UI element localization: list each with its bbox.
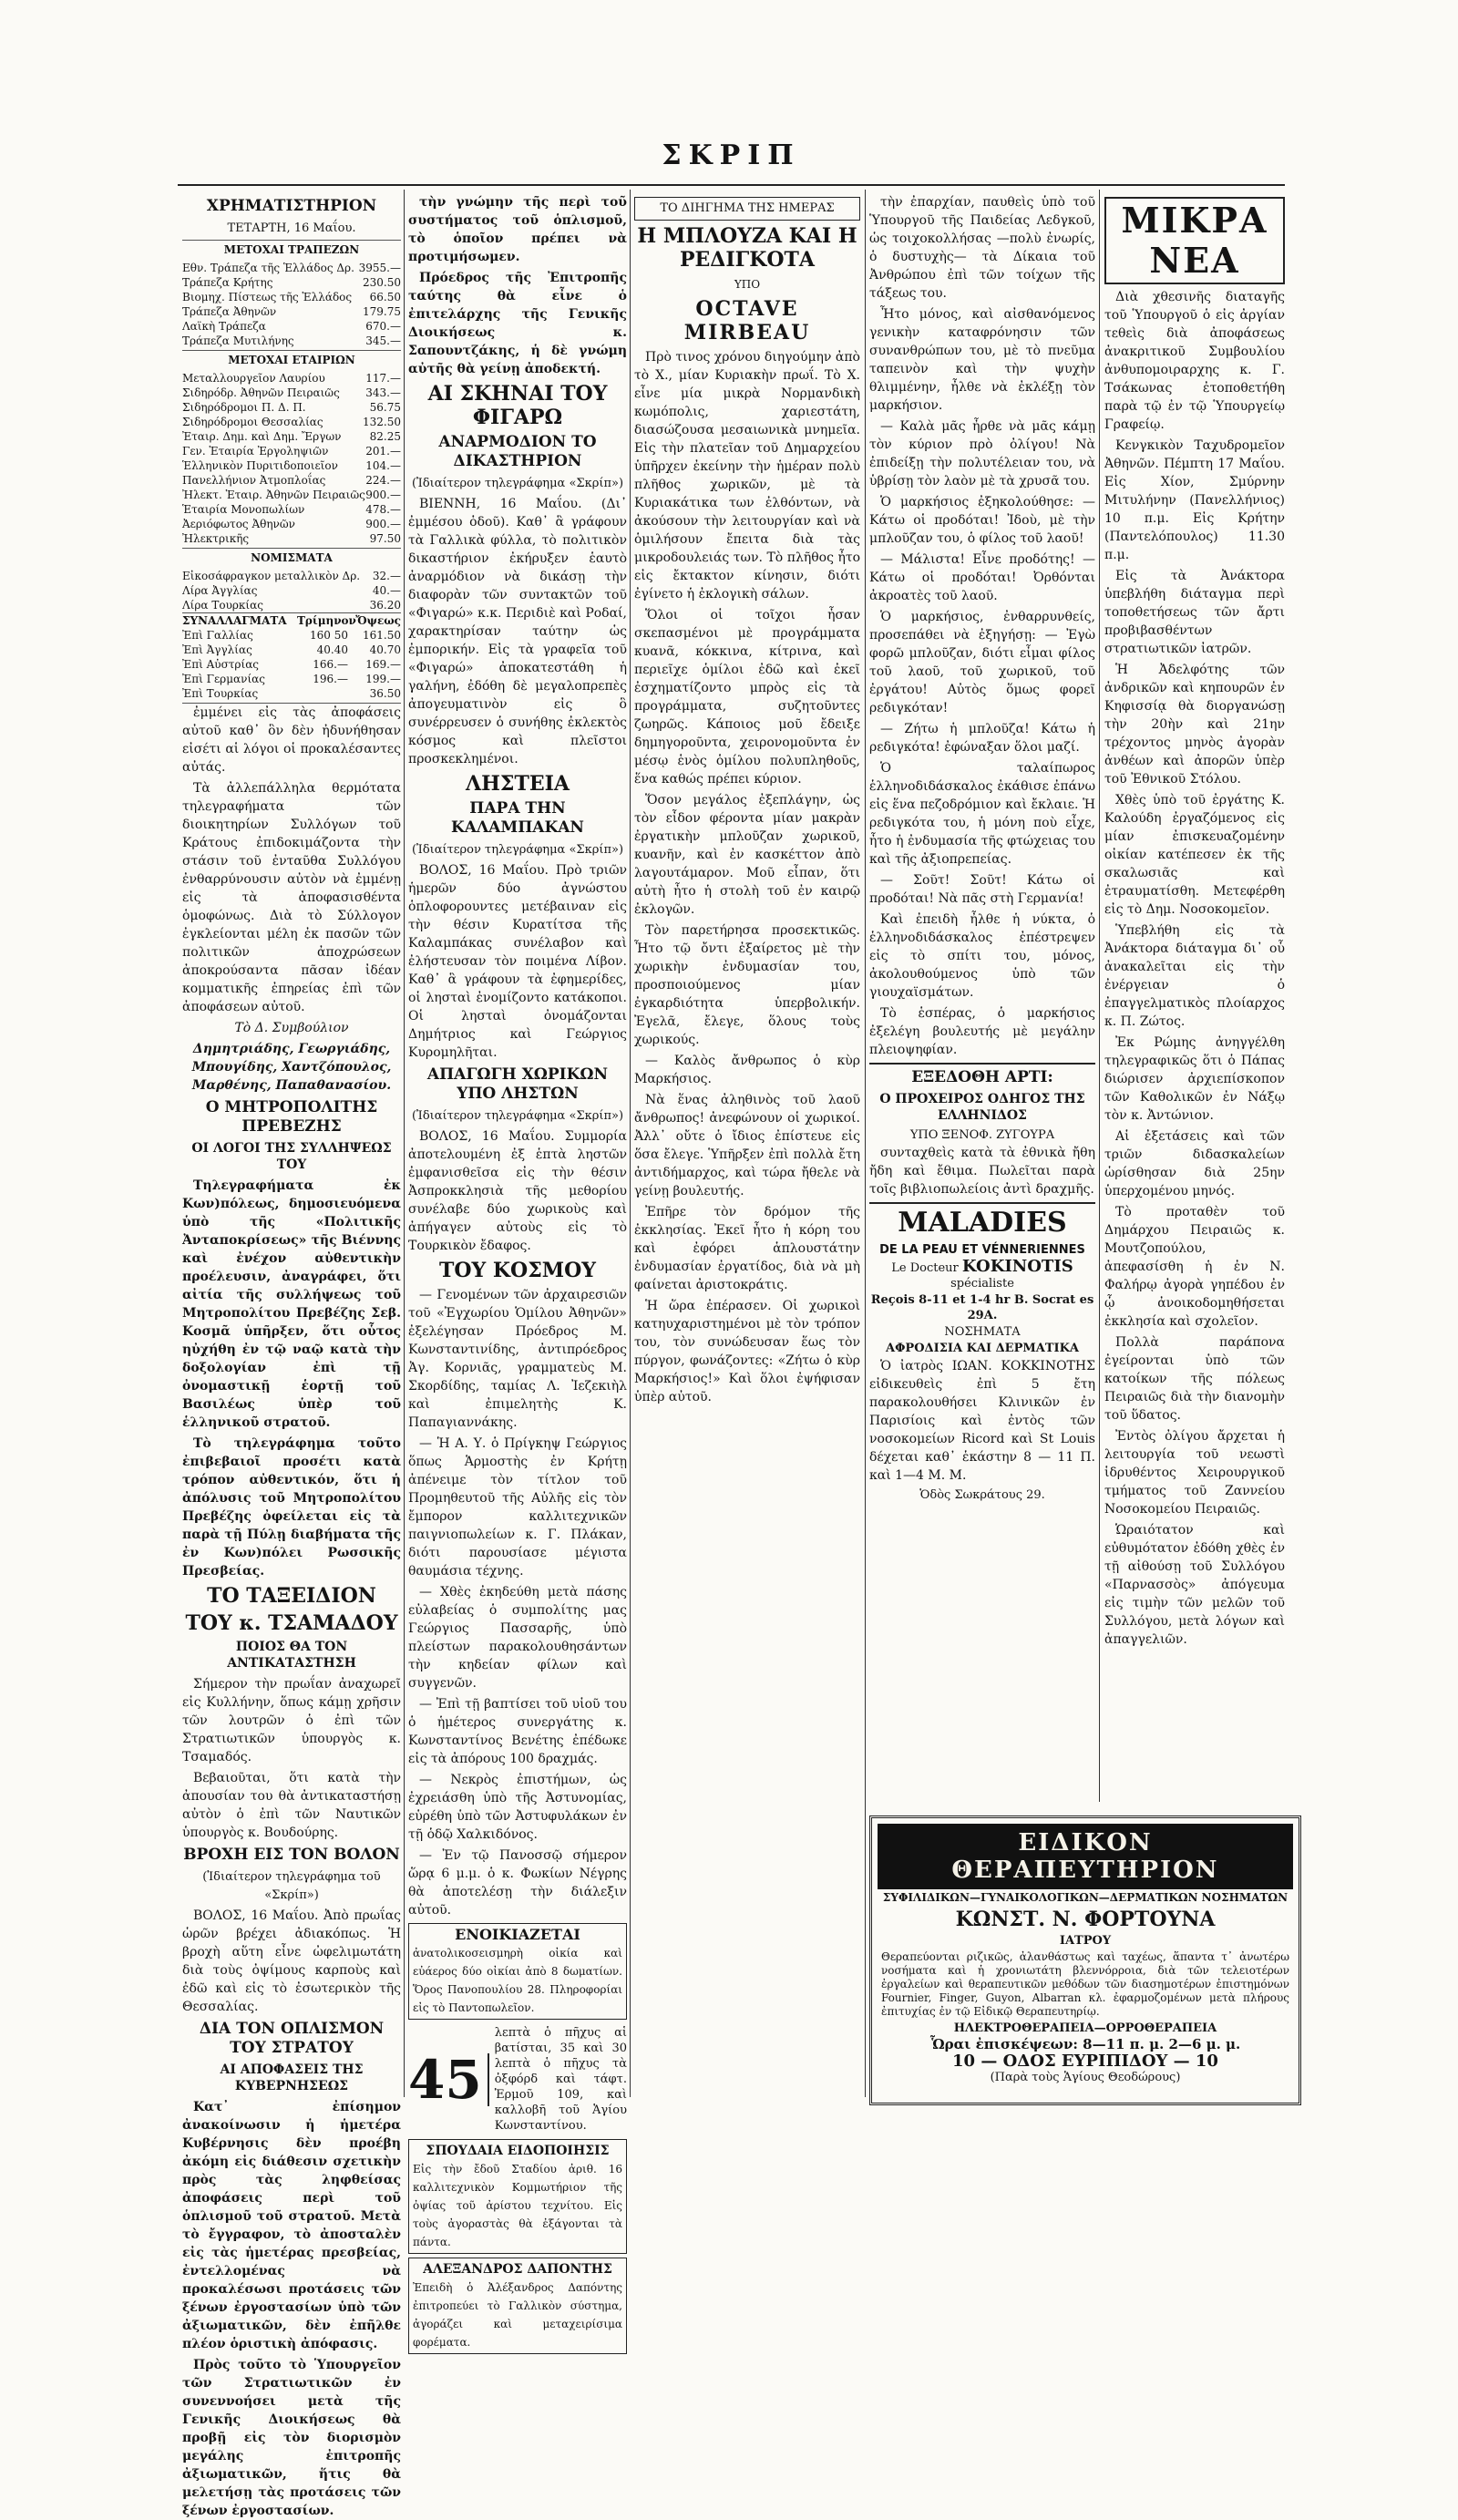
subheadline: ΑΝΑΡΜΟΔΙΟΝ ΤΟ ΔΙΚΑΣΤΗΡΙΟΝ [438, 433, 597, 470]
headline: Ο ΜΗΤΡΟΠΟΛΙΤΗΣ ΠΡΕΒΕΖΗΣ [205, 1098, 378, 1136]
dapontis-text: Ἐπειδὴ ὁ Ἀλέξανδρος Δαπόντης ἐπιτροπεύει τὸ Γαλλικὸν σύστημα, ἀγοράζει καὶ μεταχειρίσιμα φορέματα. [413, 2281, 622, 2349]
table-row: Ἑλληνικὸν Πυριτιδοποιεῖον 104.— [182, 459, 401, 472]
article-paragraph: Πρὸς τοῦτο τὸ Ὑπουργεῖον τῶν Στρατιωτικῶν ἐν συνεννοήσει μετὰ τῆς Γενικῆς Διοικήσεως θὰ προβῇ εἰς τὸν διορισμὸν μεγάλης ἐπιτροπῆς ἀξιωματικῶν, ἥτις θὰ μελετήσῃ τὰς προτάσεις τῶν ξένων ἐργοστασίων. [182, 2358, 401, 2518]
news-item: Κενγκικὸν Ταχυδρομεῖον Ἀθηνῶν. Πέμπτη 17 Μαΐου. Εἰς Χίον, Σμύρνην Μιτυλήνην (Πανελλήνιος) 10 π.μ. Εἰς Κρήτην (Παντελόπουλος) 11.30 π.μ. [1104, 438, 1285, 562]
table-row: Λαϊκὴ Τράπεζα 670.— [182, 320, 401, 333]
table-row: Σιδηρόδρομοι Θεσσαλίας 132.50 [182, 416, 401, 428]
news-item: — Γενομένων τῶν ἀρχαιρεσιῶν τοῦ «Ἐγχωρίου Ὁμίλου Ἀθηνῶν» ἐξελέγησαν Πρόεδρος Μ. Κωνσταντινίδης, ἀντιπρόεδρος Ἀγ. Κορνιᾶς, γραμματεὺς Μ. Σκορδίδης, ταμίας Λ. Ἰεζεκιὴλ καὶ ἐπιμελητὴς Κ. Παπαγιαννάκης. [408, 1288, 627, 1430]
table-row: Ἑταιρία Μονοπωλίων 478.— [182, 503, 401, 516]
rent-title: ΕΝΟΙΚΙΑΖΕΤΑΙ [455, 1926, 580, 1943]
headline: ΒΡΟΧΗ ΕΙΣ ΤΟΝ ΒΟΛΟΝ [183, 1846, 400, 1864]
companies-title: ΜΕΤΟΧΑΙ ΕΤΑΙΡΙΩΝ [182, 350, 401, 369]
dapontis-ad [408, 2258, 627, 2354]
news-item: Ἐντὸς ὀλίγου ἄρχεται ἡ λειτουργία τοῦ νεωστὶ ἱδρυθέντος Χειρουργικοῦ τμήματος τοῦ Ζαννείου Νοσοκομείου Πειραιῶς. [1104, 1429, 1285, 1517]
news-item: — Χθὲς ἐκηδεύθη μετὰ πάσης εὐλαβείας ὁ συμπολίτης μας Γεώργιος Πασσαρῆς, ὑπὸ πλείστων παρακολουθησάντων τὴν κηδείαν φίλων καὶ συγγενῶν. [408, 1585, 627, 1691]
rent-text: ἀνατολικοσεισμηρὴ οἰκία καὶ εὐάερος δύο οἰκίαι ἀπὸ 8 δωματίων. Ὅρος Πανοπουλίου 28. Πληροφορίαι εἰς τὸ Παντοπωλεῖον. [413, 1947, 622, 2014]
mikra-nea-title-box [1104, 197, 1285, 284]
clinic-subtitle: ΣΥΦΙΛΙΔΙΚΩΝ—ΓΥΝΑΙΚΟΛΟΓΙΚΩΝ—ΔΕΡΜΑΤΙΚΩΝ ΝΟΣΗΜΑΤΩΝ [882, 1891, 1289, 1904]
table-row: Λίρα Ἀγγλίας 40.— [182, 584, 401, 597]
table-row: Τράπεζα Μυτιλήνης 345.— [182, 334, 401, 347]
signature-line: Τὸ Δ. Συμβούλιον [234, 1021, 349, 1035]
article-paragraph: Τὸν παρετήρησα προσεκτικῶς. Ἦτο τῷ ὄντι ἐξαίρετος μὲ τὴν χωρικὴν ἐνδυμασίαν του, προσποιούμενος μίαν ἐγκαρδιότητα ὑπερβολικήν. Ἐγελᾶ, ἔλεγε, ὅλους τοὺς χωρικούς. [634, 923, 860, 1047]
news-item: Ἡ Ἀδελφότης τῶν ἀνδρικῶν καὶ κηπουρῶν ἐν Κηφισσίᾳ θὰ διοργανώσῃ τὴν 20ὴν καὶ 21ην τρέχοντος μηνὸς ἀγορὰν ἀνθέων καὶ ἀπορῶν ὑπὲρ τοῦ Ἐθνικοῦ Στόλου. [1104, 663, 1285, 787]
article-paragraph: τὴν γνώμην τῆς περὶ τοῦ συστήματος τοῦ ὁπλισμοῦ, τὸ ὁποῖον πρέπει νὰ προτιμήσωμεν. [408, 195, 627, 264]
subheadline: ΑΙ ΑΠΟΦΑΣΕΙΣ ΤΗΣ ΚΥΒΕΡΝΗΣΕΩΣ [220, 2062, 364, 2093]
article-paragraph: ΒΟΛΟΣ, 16 Μαΐου. Συμμορία ἀποτελουμένη ἐξ ἑπτὰ ληστῶν ἐμφανισθεῖσα εἰς τὴν θέσιν Ἀσπροκκλησιὰ τῆς μεθορίου συνέλαβε δύο χωρικοὺς καὶ ἀπήγαγεν αὐτοὺς εἰς τὸ Τουρκικὸν ἔδαφος. [408, 1129, 627, 1253]
article-paragraph: Ἦτο μόνος, καὶ αἰσθανόμενος γενικὴν καταφρόνησιν τῶν συνανθρώπων του, μὲ τὸ πνεῦμα ταπεινὸν καὶ τὴν ψυχὴν θλιμμένην, ἦλθε νὰ ἐκλέξῃ τὸν μαρκήσιον. [869, 307, 1095, 413]
story-title: Η ΜΠΛΟΥΖΑ ΚΑΙ Η ΡΕΔΙΓΚΟΤΑ [637, 224, 857, 272]
coins-table [182, 569, 401, 612]
news-item: Ὑπεβλήθη εἰς τὰ Ἀνάκτορα διάταγμα δι᾽ οὗ ἀνακαλεῖται εἰς τὴν ἐνέργειαν ὁ ἐπαγγελματικὸς πλοίαρχος κ. Π. Ζώτος. [1104, 923, 1285, 1029]
table-row: Ἀεριόφωτος Ἀθηνῶν 900.— [182, 518, 401, 530]
headline: ΑΙ ΣΚΗΝΑΙ ΤΟΥ ΦΙΓΑΡΩ [427, 382, 608, 429]
notice-ad [408, 2139, 627, 2254]
dapontis-title: ΑΛΕΞΑΝΔΡΟΣ ΔΑΠΟΝΤΗΣ [423, 2262, 612, 2277]
story-author: OCTAVE MIRBEAU [683, 297, 811, 345]
clinic-electro: ΗΛΕΚΤΡΟΘΕΡΑΠΕΙΑ—ΟΡΡΟΘΕΡΑΠΕΙΑ [953, 2021, 1217, 2035]
table-row: Ἐπὶ Ἀγγλίας 40.40 40.70 [182, 643, 401, 656]
table-row: Σιδηρόδρ. Ἀθηνῶν Πειραιῶς 343.— [182, 386, 401, 399]
article-paragraph: Ὅλοι οἱ τοῖχοι ἦσαν σκεπασμένοι μὲ προγράμματα κυανᾶ, κόκκινα, κίτρινα, καὶ περιεῖχε ὁμίλοι ἐδῶ καὶ ἐκεῖ ἐσχηματίζοντο μπρὸς εἰς τὰ προγράμματα, συζητοῦντες ζωηρῶς. Κάποιος μοῦ ἔδειξε δημηγοροῦντα, χειρονομοῦντα ἐν μέσῳ ἑνὸς ὁμίλου πολυπληθοῦς, ἕνα καθώς πρέπει κύριον. [634, 608, 860, 787]
table-row: Ἐπὶ Τουρκίας 36.50 [182, 687, 401, 700]
news-item: — Ἡ Α. Υ. ὁ Πρίγκηψ Γεώργιος ὅπως Ἁρμοστὴς ἐν Κρήτῃ ἀπένειμε τὸν τίτλον τοῦ Προμηθευτοῦ τῆς Αὐλῆς εἰς τὸν ἔμπορον καλλιτεχνικῶν παιγνιοπωλείων κ. Γ. Πλάκαν, διότι παρουσίασε μέγιστα θαυμάσια τέχνης. [408, 1436, 627, 1579]
table-row: Ἠλεκτ. Ἑταιρ. Ἀθηνῶν Πειραιῶς 900.— [182, 489, 401, 501]
news-item: Τὸ προταθὲν τοῦ Δημάρχου Πειραιῶς κ. Μουτζοπούλου, ἀπεφασίσθη ἡ ἐν Ν. Φαλήρῳ ἀγορὰ γηπέδου ἐν ᾧ ἀνοικοδομηθήσεται ἐκκλησία καὶ σχολεῖον. [1104, 1205, 1285, 1329]
article-paragraph: ΒΟΛΟΣ, 16 Μαΐου. Πρὸ τριῶν ἡμερῶν δύο ἀγνώστου ὁπλοφορουντες μετέβαιναν εἰς τὴν θέσιν Κυρατίτσα τῆς Καλαμπάκας συνέλαβον καὶ ἐλήστευσαν τὸν ποιμένα Λίβον. Καθ᾽ ἃ γράφουν τὰ ἐφημερίδες, οἱ λησταὶ ἐνομίζοντο κατάκοποι. Οἱ λησταὶ ὀνομάζονται Δημήτριος καὶ Γεώργιος Κυρομηλῆται. [408, 863, 627, 1060]
article-paragraph: Βεβαιοῦται, ὅτι κατὰ τὴν ἀπουσίαν του θὰ ἀντικαταστήσῃ αὐτὸν ὁ ἐπὶ τῶν Ναυτικῶν ὑπουργὸς κ. Βουδούρης. [182, 1771, 401, 1840]
news-item: Διὰ χθεσινῆς διαταγῆς τοῦ Ὑπουργοῦ ὁ εἰς ἀργίαν τεθεὶς διὰ ἀποφάσεως ἀνακριτικοῦ Συμβουλίου ἀνθυπομοιραρχης κ. Γ. Τσάκωνας ἐτοποθετήθη παρὰ τῷ ἐν τῷ Ὑπουργείῳ Γραφείῳ. [1104, 290, 1285, 432]
article-paragraph: Ἐπῆρε τὸν δρόμον τῆς ἐκκλησίας. Ἐκεῖ ἦτο ἡ κόρη του καὶ ἐφόρει ἁπλουστάτην ἐνδυμασίαν ἐργατίδος, διὰ νὰ μὴ φαίνεται ἀριστοκράτις. [634, 1205, 860, 1292]
article-paragraph: συνταχθεὶς κατὰ τὰ ἐθνικὰ ἤθη ἤδη καὶ ἔθιμα. Πωλεῖται παρὰ τοῖς βιβλιοπωλείοις ἀντὶ δραχμῆς. [869, 1146, 1095, 1197]
article-paragraph: Τηλεγραφήματα ἐκ Κων)πόλεως, δημοσιευόμενα ὑπὸ τῆς «Πολιτικῆς Ἀνταποκρίσεως» τῆς Βιέννης καὶ ἐνέχον αὐθεντικὴν προέλευσιν, ἀναγράφει, ὅτι αἰτία τῆς συλλήψεως τοῦ Μητροπολίτου Πρεβέζης Σεβ. Κοσμᾶ ὑπῆρξεν, ὅτι οὗτος ηὐχήθη ἐν τῷ ναῷ κατὰ τὴν δοξολογίαν ἐπὶ τῇ ὀνομαστικῇ ἑορτῇ τοῦ Βασιλέως ὑπὲρ τοῦ ἑλληνικοῦ στρατοῦ. [182, 1178, 401, 1430]
headline: ΤΟΥ κ. ΤΣΑΜΑΔΟΥ [185, 1611, 398, 1635]
news-item: Ἐκ Ρώμης ἀνηγγέλθη τηλεγραφικῶς ὅτι ὁ Πάπας διώρισεν ἀρχιεπίσκοπον τῶν Καθολικῶν ἐν Νάξῳ τὸν κ. Ἀντώνιον. [1104, 1035, 1285, 1123]
news-item: Χθὲς ὑπὸ τοῦ ἐργάτης Κ. Καλούδη ἐργαζόμενος εἰς μίαν ἐπισκευαζομένην οἰκίαν κατέπεσεν ἐκ τῆς σκαλωσιᾶς καὶ ἐτραυματίσθη. Μετεφέρθη εἰς τὸ Δημ. Νοσοκομεῖον. [1104, 793, 1285, 917]
table-row: Σιδηρόδρομοι Π. Δ. Π. 56.75 [182, 401, 401, 414]
column-3 [634, 193, 860, 2097]
telegram-tag: (Ἰδιαίτερον τηλεγράφημα «Σκρίπ») [411, 843, 624, 857]
news-item: Ὡραιότατον καὶ εὐθυμότατον ἐδόθη χθὲς ἐν τῇ αἰθούσῃ τοῦ Συλλόγου «Παρνασσὸς» ἀπόγευμα εἰς τιμὴν τῶν μελῶν τοῦ Συλλόγου, μετὰ λόγων καὶ ἀπαγγελιῶν. [1104, 1523, 1285, 1647]
column-4 [869, 193, 1095, 1802]
article-paragraph: Κατ᾽ ἐπίσημον ἀνακοίνωσιν ἡ ἡμετέρα Κυβέρνησις δὲν προέβη ἀκόμη εἰς διάθεσιν σχετικὴν πρὸς τὰς ληφθείσας ἀποφάσεις περὶ τοῦ ὁπλισμοῦ τοῦ στρατοῦ. Μετὰ τὸ ἔγγραφον, τὸ ἀποσταλὲν εἰς τὰς ἡμετέρας πρεσβείας, ἐντελλομένας νὰ προκαλέσωσι προτάσεις τῶν ξένων ἐργοστασίων ὑπὸ τῶν ἀξιωματικῶν, δὲν ἐπῆλθε πλέον ὁριστικὴ ἀπόφασις. [182, 2100, 401, 2351]
coins-title: ΝΟΜΙΣΜΑΤΑ [182, 548, 401, 567]
clinic-doctor: ΚΩΝΣΤ. Ν. ΦΟΡΤΟΥΝΑ [955, 1908, 1216, 1931]
article-paragraph: Τὸ τηλεγράφημα τοῦτο ἐπιβεβαιοῖ προσέτι κατὰ τρόπον αὐθεντικόν, ὅτι ἡ ἀπόλυσις τοῦ Μητροπολίτου Πρεβέζης ὀφείλεται εἰς τὰ παρὰ τῇ Πύλῃ διαβήματα τῆς ἐν Κων)πόλει Ρωσσικῆς Πρεσβείας. [182, 1436, 401, 1579]
column-5 [1104, 193, 1285, 1802]
fx-table [182, 628, 401, 701]
subheadline: ΠΑΡΑ ΤΗΝ ΚΑΛΑΜΠΑΚΑΝ [451, 799, 584, 837]
headline: ΔΙΑ ΤΟΝ ΟΠΛΙΣΜΟΝ ΤΟΥ ΣΤΡΑΤΟΥ [199, 2020, 385, 2057]
news-item: Πολλὰ παράπονα ἐγείρονται ὑπὸ τῶν κατοίκων τῆς πόλεως Πειραιῶς διὰ τὴν διανομὴν τοῦ ὕδατος. [1104, 1335, 1285, 1423]
article-paragraph: — Καλὰ μᾶς ἦρθε νὰ μᾶς κάμῃ τὸν κύριον πρὸ ὀλίγου! Νὰ ἐπιδείξῃ τὴν πολυτέλειαν του, νὰ ὑβρίσῃ τὸν λαὸν μὲ τὰ χρυσᾶ του. [869, 419, 1095, 489]
article-paragraph: ΒΙΕΝΝΗ, 16 Μαΐου. (Δι᾽ ἐμμέσου ὁδοῦ). Καθ᾽ ἃ γράφουν τὰ Γαλλικὰ φύλλα, τὸ πολιτικὸν δικαστήριον ἐκήρυξεν ἑαυτὸ ἀναρμόδιον νὰ δικάσῃ τὴν διαφορὰν τῶν συντακτῶν τοῦ «Φιγαρώ» κ.κ. Περιδιὲ καὶ Ροδαί, χαρακτηρίσαν ταύτην ὡς ἐμπορικήν. Εἰς τὰ γραφεῖα τοῦ «Φιγαρώ» ἀποκατεστάθη ἡ γαλήνη, ἐδόθη δὲ μεγαλοπρεπὲς ἀπογευματινὸν εἰς ὃ συνέρρευσεν ὁ συνήθης ἐκλεκτὸς κόσμος καὶ πλεῖστοι προσκεκλημένοι. [408, 497, 627, 766]
table-row: Τράπεζα Ἀθηνῶν 179.75 [182, 305, 401, 318]
clinic-ad [869, 1815, 1301, 2105]
table-row: Ἐταιρ. Δημ. καὶ Δημ. Ἔργων 82.25 [182, 430, 401, 443]
article-paragraph: Τὸ ἑσπέρας, ὁ μαρκήσιος ἐξελέγη βουλευτής μὲ μεγάλην πλειοψηφίαν. [869, 1006, 1095, 1057]
maladies-address: Ὁδὸς Σωκράτους 29. [919, 1488, 1045, 1502]
divider [869, 1063, 1095, 1065]
article-paragraph: Ἡ ὥρα ἐπέρασεν. Οἱ χωρικοὶ κατηυχαριστημένοι μὲ τὸν τρόπον του, τὸν συνώδευσαν ἕως τὸν πύργον, φωνάζοντες: «Ζήτω ὁ κὺρ Μαρκήσιος!» Καὶ ὅλοι ἐψήφισαν ὑπὲρ αὐτοῦ. [634, 1299, 860, 1404]
divider [869, 1202, 1095, 1204]
article-paragraph: τὴν ἐπαρχίαν, παυθεὶς ὑπὸ τοῦ Ὑπουργοῦ τῆς Παιδείας Λεδγκοῦ, ὡς τοιχοκολλήσας —πολὺ ἐνωρίς, ὁ δυστυχὴς— τὰ Δίκαια τοῦ Ἀνθρώπου ἐπὶ τῶν τοίχων τῆς τάξεως του. [869, 195, 1095, 301]
column-separator [865, 190, 866, 2097]
column-separator [630, 190, 631, 2097]
mikra-nea-title: ΜΙΚΡΑ ΝΕΑ [1121, 200, 1268, 281]
news-item: — Νεκρὸς ἐπιστήμων, ὡς ἐχρειάσθη ὑπὸ τῆς Ἀστυνομίας, εὑρέθη ὑπὸ τῶν Ἀστυφυλάκων ἐν τῇ ὁδῷ Χαλκιδόνος. [408, 1773, 627, 1842]
article-paragraph: Πρὸ τινος χρόνου διηγούμην ἀπὸ τὸ Χ., μίαν Κυριακὴν πρωΐ. Τὸ Χ. εἶνε μία μικρὰ Νορμανδικὴ κωμόπολις, χαριεστάτη, διασώζουσα μεσαιωνικὰ μνημεῖα. Εἰς τὴν πλατεῖαν τοῦ Δημαρχείου ὑπῆρχεν ἐκείνην τὴν ἡμέραν πολὺ πλῆθος χωρικῶν, μὲ τὰ Κυριακάτικα των ἐλθόντων, νὰ ἀκούσουν τὴν λειτουργίαν καὶ νὰ ὁμιλήσουν ἔπειτα διὰ τὰς μικροδουλειάς των. Τὸ πλῆθος ἦτο εἰς ἔκτακτον κίνησιν, διότι ἐγίνετο ἡ ἐκλογικὴ σάλων. [634, 350, 860, 602]
subheadline: ΟΙ ΛΟΓΟΙ ΤΗΣ ΣΥΛΛΗΨΕΩΣ ΤΟΥ [191, 1141, 392, 1172]
masthead-rule [178, 184, 1285, 186]
rent-ad [408, 1923, 627, 2020]
subheadline: ΠΟΙΟΣ ΘΑ ΤΟΝ ΑΝΤΙΚΑΤΑΣΤΗΣΗ [227, 1640, 356, 1671]
article-paragraph: Ὅσον μεγάλος ἐξεπλάγην, ὡς τὸν εἶδον φέροντα μίαν μακρὰν ἐργατικὴν μπλοῦζαν χωρικοῦ, κυανῆν, καὶ ἐν κασκέττον ἀπὸ λαγουτάμαρον. Μοῦ εἶπαν, ὅτι αὐτὴ ἦτο ἡ στολὴ τοῦ ἐν καιρῷ ἐκλογῶν. [634, 793, 860, 917]
article-paragraph: Πρόεδρος τῆς Ἐπιτροπῆς ταύτης θὰ εἶνε ὁ ἐπιτελάρχης τῆς Γενικῆς Διοικήσεως κ. Σαπουντζάκης, ἡ δὲ γνώμη αὐτῆς θὰ γείνῃ ἀποδεκτή. [408, 271, 627, 376]
price-number: 45 [408, 2053, 489, 2106]
article-paragraph: Ὁ μαρκήσιος, ἐνθαρρυνθείς, προσεπάθει νὰ ἐξηγήσῃ: — Ἐγὼ φορῶ μπλοῦζαν, διότι εἶμαι φίλος τοῦ λαοῦ, τοῦ χωρικοῦ, τοῦ ἐργάτου! Αὐτὸς ὅμως φορεῖ ρεδιγκόταν! [869, 610, 1095, 715]
publication-author: ΥΠΟ ΞΕΝΟΦ. ΖΥΓΟΥΡΑ [909, 1128, 1055, 1142]
article-paragraph: — Μάλιστα! Εἶνε προδότης! — Κάτω οἱ προδόται! Ὀρθόνται ἀκροατὲς τοῦ λαοῦ. [869, 552, 1095, 603]
headline: ΑΠΑΓΩΓΗ ΧΩΡΙΚΩΝ ΥΠΟ ΛΗΣΤΩΝ [426, 1065, 609, 1103]
maladies-subtitle: DE LA PEAU ET VÉNNERIENNES [879, 1243, 1085, 1257]
maladies-hours: Reçois 8-11 et 1-4 hr B. Socrat es 29A. [870, 1293, 1094, 1322]
banks-title: ΜΕΤΟΧΑΙ ΤΡΑΠΕΖΩΝ [182, 240, 401, 259]
notice-text: Εἰς τὴν ἔδοῦ Σταδίου ἀριθ. 16 καλλιτεχνικὸν Κομμωτήριον τῆς ὀψίας τοῦ ἀρίστου τεχνίτου. Εἰς τοὺς ἀγοραστὰς θὰ ἐξάγονται τὰ πάντα. [413, 2163, 622, 2248]
article-paragraph: Ὁ ταλαίπωρος ἑλληνοδιδάσκαλος ἐκάθισε ἐπάνω εἰς ἕνα πεζοδρόμιον καὶ ἔκλαιε. Ἡ ρεδιγκότα του, ἡ μόνη ποὺ εἶχε, ἦτο ἡ ἐνδυμασία τῆς φτώχειας του καὶ τῆς ἀξιοπρεπείας. [869, 761, 1095, 867]
price-ad [408, 2025, 627, 2134]
article-paragraph: Σήμερον τὴν πρωΐαν ἀναχωρεῖ εἰς Κυλλήνην, ὅπως κάμῃ χρῆσιν τῶν λουτρῶν ὁ ἐπὶ τῶν Στρατιωτικῶν ὑπουργὸς κ. Τσαμαδός. [182, 1677, 401, 1764]
maladies-greek-1: ΝΟΣΗΜΑΤΑ [944, 1325, 1021, 1339]
companies-table [182, 371, 401, 546]
article-paragraph: Καὶ ἐπειδὴ ἦλθε ἡ νύκτα, ὁ ἑλληνοδιδάσκαλος ἐπέστρεψεν εἰς τὸ σπίτι του, μόνος, ἀκολουθούμενος ὑπὸ τῶν γιουχαϊσμάτων. [869, 912, 1095, 1000]
telegram-tag: (Ἰδιαίτερον τηλεγράφημα «Σκρίπ») [411, 1109, 624, 1123]
article-paragraph: Τὰ ἀλλεπάλληλα θερμότατα τηλεγραφήματα τῶν διοικητηρίων Συλλόγων τοῦ Κράτους ἐπιδοκιμάζοντα τὴν στάσιν τοῦ ἐνταῦθα Συλλόγου ἐνθαρρύνουσιν αὐτὸν νὰ ἐμμένῃ εἰς τὰ ἀποφασισθέντα ὁμοφώνως. Διὰ τὸ Σύλλογον ἐγκλείονται μέλη ἐκ πασῶν τῶν πολιτικῶν ἀποχρώσεων ἀποκρούσαντα πᾶσαν ἰδέαν κομματικῆς ἐπηρείας ἐπὶ τῶν ἀποφάσεων αὐτοῦ. [182, 781, 401, 1014]
story-by: ΥΠΟ [734, 278, 761, 291]
article-paragraph: — Σοῦτ! Σοῦτ! Κάτω οἱ προδόται! Νὰ πᾶς στὴ Γερμανία! [869, 873, 1095, 906]
banks-table [182, 261, 401, 348]
publication-title: Ο ΠΡΟΧΕΙΡΟΣ ΟΔΗΓΟΣ ΤΗΣ ΕΛΛΗΝΙΔΟΣ [879, 1092, 1085, 1123]
article-paragraph: ἐμμένει εἰς τὰς ἀποφάσεις αὐτοῦ καθ᾽ ὃν δὲν ἠδυνήθησαν εἰσέτι αἱ λόγοι οἱ προκαλέσαντες αὐτάς. [182, 705, 401, 775]
column-separator [404, 190, 405, 2097]
table-row: Ἐπὶ Γερμανίας 196.— 199.— [182, 673, 401, 685]
clinic-hours: Ὧραι ἐπισκέψεων: 8—11 π. μ. 2—6 μ. μ. [929, 2036, 1241, 2052]
maladies-title: MALADIES [898, 1207, 1067, 1239]
market-title: ΧΡΗΜΑΤΙΣΤΗΡΙΟΝ [206, 197, 377, 215]
table-row: Γεν. Ἑταιρία Ἐργοληψιῶν 201.— [182, 445, 401, 458]
article-paragraph: — Καλὸς ἄνθρωπος ὁ κὺρ Μαρκήσιος. [634, 1054, 860, 1086]
article-paragraph: — Ζήτω ἡ μπλοῦζα! Κάτω ἡ ρεδιγκότα! ἐφώναξαν ὅλοι μαζί. [869, 722, 1095, 755]
maladies-greek-2: ΑΦΡΟΔΙΣΙΑ ΚΑΙ ΔΕΡΜΑΤΙΚΑ [886, 1342, 1079, 1355]
publication-headline: ΕΞΕΔΟΘΗ ΑΡΤΙ: [911, 1068, 1053, 1086]
table-row: Πανελλήνιον Ἀτμοπλοΐας 224.— [182, 474, 401, 487]
headline: ΤΟΥ ΚΟΣΜΟΥ [439, 1259, 596, 1282]
clinic-role: ΙΑΤΡΟΥ [1059, 1934, 1112, 1948]
news-item: Αἱ ἐξετάσεις καὶ τῶν τριῶν διδασκαλείων ὡρίσθησαν διὰ 25ην ὑπερχομένου μηνός. [1104, 1129, 1285, 1198]
telegram-tag: (Ἰδιαίτερον τηλεγράφημα «Σκρίπ») [411, 477, 624, 490]
column-2 [408, 193, 627, 2349]
price-text: λεπτὰ ὁ πῆχυς αἱ βατίσται, 35 καὶ 30 λεπτὰ ὁ πῆχυς τὰ ὀξφόρδ καὶ τάφτ. Ἑρμοῦ 109, καὶ καλλοβῆ τοῦ Ἁγίου Κωνσταντίνου. [494, 2026, 627, 2133]
article-paragraph: Νὰ ἕνας ἀληθινὸς τοῦ λαοῦ ἄνθρωπος! ἀνεφώνουν οἱ χωρικοί. Ἀλλ᾽ οὔτε ὁ ἴδιος ἐπίστευε εἰς ὅσα ἔλεγε. Ὑπῆρξεν ἐπὶ πολλὰ ἔτη ἀντιδήμαρχος, καὶ τώρα ἤθελε νὰ γείνῃ βουλευτής. [634, 1093, 860, 1198]
column-separator [1099, 190, 1100, 1802]
table-row: Μεταλλουργεῖον Λαυρίου 117.— [182, 372, 401, 385]
table-row: Ἐπὶ Αὐστρίας 166.— 169.— [182, 658, 401, 671]
table-row: Εἰκοσάφραγκον μεταλλικὸν Δρ. 32.— [182, 570, 401, 582]
article-paragraph: Ὁ μαρκήσιος ἐξηκολούθησε: — Κάτω οἱ προδόται! Ἰδοὺ, μὲ τὴν μπλοῦζαν του, ὁ φίλος τοῦ λαοῦ! [869, 495, 1095, 546]
news-item: — Ἐν τῷ Πανοσσῷ σήμερον ὥρᾳ 6 μ.μ. ὁ κ. Φωκίων Νέγρης θὰ ἀποτελέσῃ τὴν διάλεξιν αὐτοῦ. [408, 1848, 627, 1918]
telegram-tag: (Ἰδιαίτερον τηλεγράφημα τοῦ «Σκρίπ») [202, 1870, 381, 1902]
fx-header: ΣΥΝΑΛΛΑΓΜΑΤΑ Τρίμηνον Ὄψεως [182, 614, 401, 627]
clinic-title: ΕΙΔΙΚΟΝ ΘΕΡΑΠΕΥΤΗΡΙΟΝ [878, 1824, 1293, 1889]
story-box-title: ΤΟ ΔΙΗΓΗΜΑ ΤΗΣ ΗΜΕΡΑΣ [634, 197, 860, 221]
market-date: ΤΕΤΑΡΤΗ, 16 Μαΐου. [227, 221, 356, 235]
maladies-doctor: Le Docteur KOKINOTIS spécialiste [891, 1257, 1073, 1291]
notice-title: ΣΠΟΥΔΑΙΑ ΕΙΔΟΠΟΙΗΣΙΣ [426, 2144, 610, 2158]
headline: ΤΟ ΤΑΞΕΙΔΙΟΝ [207, 1584, 376, 1608]
clinic-body: Θεραπεύονται ριζικῶς, ἀλανθάστως καὶ ταχέως, ἅπαντα τ᾽ ἀνωτέρω νοσήματα καὶ ἡ χρονιωτάτη βλεννόρροια, διὰ τῶν τελειοτέρων ἐργαλείων καὶ θεραπευτικῶν μεθόδων τῶν διασημοτέρων ἐπιστημόνων Fournier, Finger, Guyon, Albarran κλ. ἐφαρμοζομένων μετὰ πλήρους ἐπιτυχίας ἐν τῷ Εἰδικῷ Θεραπευτηρίῳ. [881, 1950, 1289, 2018]
column-1 [182, 193, 401, 2518]
clinic-address: 10 — ΟΔΟΣ ΕΥΡΙΠΙΔΟΥ — 10 [952, 2052, 1218, 2071]
table-row: Εθν. Τράπεζα τῆς Ἑλλάδος Δρ. 3955.— [182, 262, 401, 274]
news-item: Εἰς τὰ Ἀνάκτορα ὑπεβλήθη διάταγμα περὶ τοποθετήσεως τῶν ἄρτι προβιβασθέντων στρατιωτικῶν ἰατρῶν. [1104, 569, 1285, 656]
article-paragraph: ΒΟΛΟΣ, 16 Μαΐου. Ἀπὸ πρωΐας ὡρῶν βρέχει ἀδιακόπως. Ἡ βροχὴ αὕτη εἶνε ὠφελιμωτάτη διὰ τοὺς ὀψίμους καρποὺς καὶ ἐδῶ καὶ εἰς τὸ ἐσωτερικὸν τῆς Θεσσαλίας. [182, 1908, 401, 2014]
article-paragraph: Ὁ ἰατρὸς ΙΩΑΝ. ΚΟΚΚΙΝΟΤΗΣ εἰδικευθεὶς ἐπὶ 5 ἔτη παρακολουθήσει Κλινικῶν ἐν Παρισίοις καὶ ἐντὸς τῶν νοσοκομείων Ricord καὶ St Louis δέχεται καθ᾽ ἑκάστην 8 — 11 Π. καὶ 1—4 Μ. Μ. [869, 1359, 1095, 1483]
table-row: Ἐπὶ Γαλλίας 160 50 161.50 [182, 629, 401, 642]
masthead: ΣΚΡΙΠ [662, 139, 801, 171]
signature-names: Δημητριάδης, Γεωργιάδης, Μπουγίδης, Χαντζόπουλος, Μαρθένης, Παπαθανασίου. [191, 1042, 392, 1093]
table-row: Ἠλεκτρικῆς 97.50 [182, 532, 401, 545]
headline: ΛΗΣΤΕΙΑ [466, 772, 570, 796]
table-row: Λίρα Τουρκίας 36.20 [182, 599, 401, 612]
table-row: Τράπεζα Κρήτης 230.50 [182, 276, 401, 289]
news-item: — Ἐπὶ τῇ βαπτίσει τοῦ υἱοῦ του ὁ ἡμέτερος συνεργάτης κ. Κωνσταντίνος Βενέτης ἐπέδωκε εἰς τὰ ἀπόρους 100 δραχμάς. [408, 1697, 627, 1766]
table-row: Βιομηχ. Πίστεως τῆς Ἑλλάδος 66.50 [182, 291, 401, 303]
clinic-landmark: (Παρὰ τοὺς Ἁγίους Θεοδώρους) [990, 2071, 1181, 2084]
